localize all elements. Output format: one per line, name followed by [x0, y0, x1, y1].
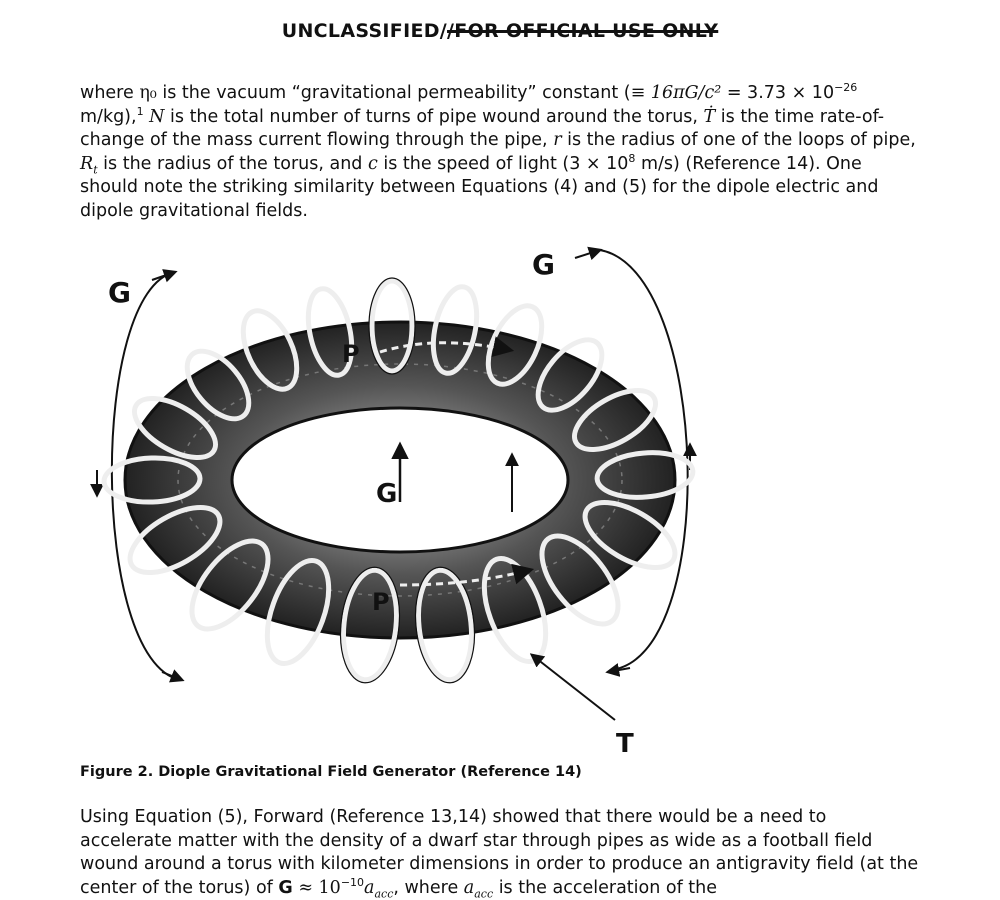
- figure-caption: Figure 2. Diople Gravitational Field Generator (Reference 14): [80, 764, 582, 780]
- text-run: is the radius of the torus, and: [97, 153, 368, 174]
- classification-header: [0, 20, 1000, 42]
- label-p-top: P: [342, 340, 360, 368]
- text-run: ≈ 10: [292, 877, 341, 898]
- struck-caveat: /FOR OFFICIAL USE ONLY: [447, 20, 719, 42]
- field-arrow-left-bottom: [162, 672, 182, 680]
- text-run: m/s) (Reference 14). One should note the striking similarity between Equations (4) and (5) for the dipole electric and dipole gravitational fields.: [80, 153, 879, 221]
- classification-label: UNCLASSIFIED/: [281, 20, 448, 42]
- text-run: is the speed of light (3 × 10: [377, 153, 629, 174]
- torus-figure: [70, 240, 730, 760]
- text-run: is the acceleration of the: [493, 877, 718, 898]
- exponent: 8: [628, 151, 636, 165]
- field-arrow-right-top: [575, 250, 600, 258]
- text-run: Using Equation (5), Forward (Reference 13,14) showed that there would be a need to accelerate matter with the density of a dwarf star through pipes as wide as a football field wound around a torus with kilometer dimensions in order to produce an antigravity field (at the center of the torus) of: [80, 807, 919, 898]
- field-arrow-left-top: [152, 272, 175, 280]
- label-g-left: G: [108, 276, 131, 309]
- text-run: where: [80, 83, 140, 103]
- label-g-right: G: [532, 248, 555, 281]
- t-pointer-line: [532, 655, 615, 720]
- formula-expr: ≡ 16πG/c²: [630, 83, 722, 103]
- symbol-a: a: [364, 877, 375, 898]
- footnote-ref: 1: [136, 104, 144, 118]
- text-run: = 3.73 × 10: [721, 83, 835, 103]
- text-run: , where: [393, 877, 464, 898]
- subscript: acc: [474, 887, 494, 900]
- exponent: −10: [340, 875, 365, 889]
- symbol-G-bold: G: [278, 877, 293, 898]
- label-p-bottom: P: [372, 588, 390, 616]
- text-run: m/kg),: [80, 106, 137, 127]
- label-t: T: [616, 729, 634, 759]
- symbol-c: c: [367, 153, 378, 174]
- exponent: −26: [834, 81, 858, 95]
- symbol-Tdot: Ṫ: [703, 106, 716, 127]
- symbol-Rt: R: [80, 153, 94, 174]
- text-run: is the vacuum “gravitational permeability” constant (: [156, 83, 631, 103]
- subscript: t: [93, 163, 98, 176]
- subscript: acc: [374, 887, 394, 900]
- symbol-eta0: η₀: [139, 83, 157, 103]
- label-g-center: G: [376, 479, 398, 509]
- text-run: is the total number of turns of pipe wound around the torus,: [164, 106, 704, 127]
- symbol-r: r: [553, 130, 562, 150]
- symbol-a: a: [463, 877, 475, 898]
- paragraph-forward: [80, 806, 920, 900]
- symbol-N: N: [149, 106, 165, 127]
- text-run: is the time rate-of-change of the mass current flowing through the pipe,: [80, 106, 885, 150]
- paragraph-intro: [80, 82, 920, 223]
- text-run: is the radius of one of the loops of pipe,: [561, 130, 916, 150]
